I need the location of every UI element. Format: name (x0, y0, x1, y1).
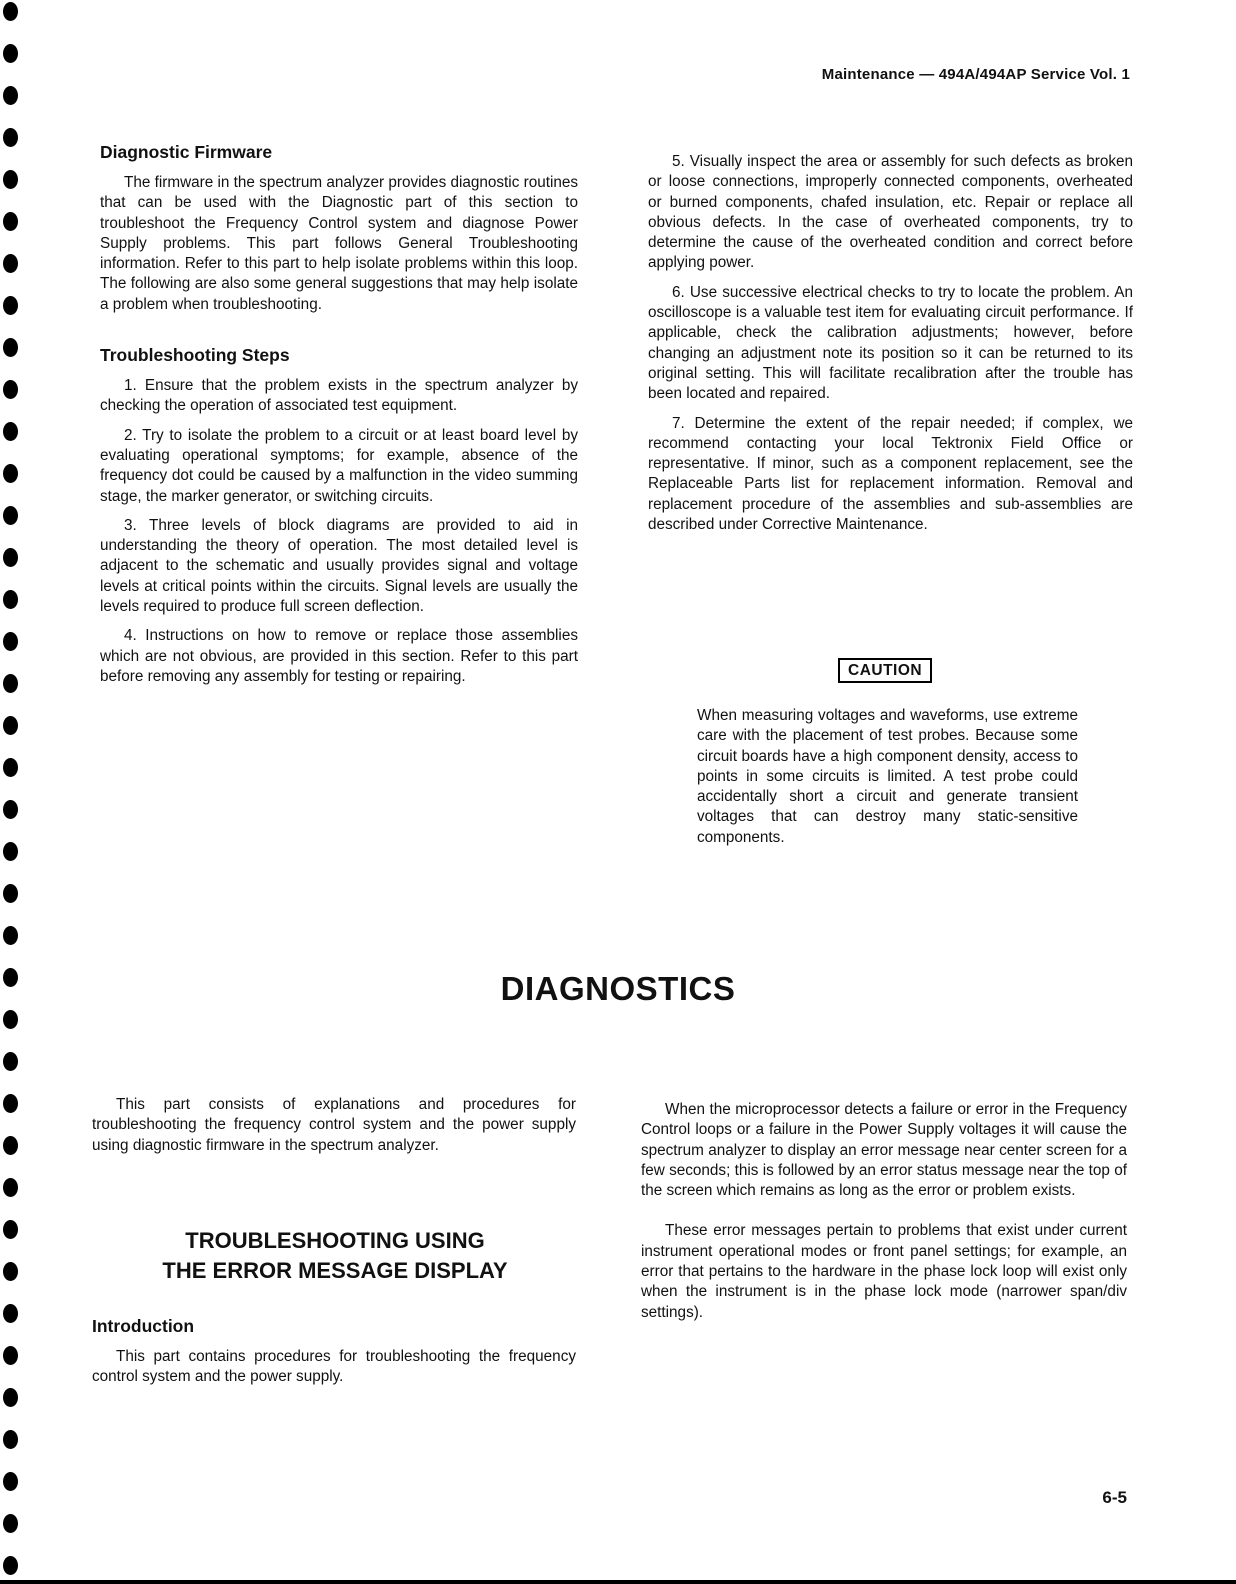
binder-hole (3, 716, 18, 735)
step-3: 3. Three levels of block diagrams are provided to aid in understanding the theory of operation. The most detailed level is adjacent to the schematic and usually provides signal and voltage levels at critical points within the circuits. Signal levels are usually the levels required to produce full screen deflection. (100, 516, 578, 616)
binder-hole (3, 1010, 18, 1029)
binder-hole (3, 1346, 18, 1365)
subtitle-line-1: TROUBLESHOOTING USING (185, 1228, 485, 1253)
page-number: 6-5 (1102, 1488, 1127, 1507)
caution-label: CAUTION (838, 658, 932, 683)
binder-hole (3, 1472, 18, 1491)
binder-hole (3, 422, 18, 441)
diagnostic-firmware-heading: Diagnostic Firmware (100, 142, 273, 162)
diagnostics-title: DIAGNOSTICS (500, 970, 736, 1007)
binder-hole (3, 758, 18, 777)
binder-hole (3, 800, 18, 819)
introduction-heading: Introduction (92, 1316, 195, 1336)
binder-hole (3, 842, 18, 861)
binder-hole (3, 212, 18, 231)
right-column-bottom (641, 1100, 1127, 1332)
binder-hole (3, 1178, 18, 1197)
troubleshooting-steps-heading: Troubleshooting Steps (100, 345, 290, 366)
binder-hole (3, 2, 18, 21)
binder-hole (3, 1136, 18, 1155)
caution-text: When measuring voltages and waveforms, use extreme care with the placement of test probes. Because some circuit boards have a high component density, access to points in some circuits is limited. A test probe could accidentally short a circuit and generate transient voltages that can destroy many static-sensitive components. (697, 707, 1078, 846)
subtitle-line-2: THE ERROR MESSAGE DISPLAY (162, 1258, 508, 1283)
bottom-rule (0, 1580, 1236, 1584)
binder-holes (0, 0, 20, 1584)
error-message-display-title (95, 1226, 575, 1286)
left-column-bottom (92, 1095, 576, 1165)
error-messages-paragraph: These error messages pertain to problems that exist under current instrument operational modes or front panel settings; for example, an error that pertains to the hardware in the phase lock loop will exist only when the instrument is in the phase lock mode (narrower span/div settings). (641, 1222, 1127, 1321)
binder-hole (3, 590, 18, 609)
running-header: Maintenance — 494A/494AP Service Vol. 1 (821, 66, 1130, 83)
binder-hole (3, 1556, 18, 1575)
binder-hole (3, 44, 18, 63)
caution-block (697, 706, 1078, 848)
binder-hole (3, 674, 18, 693)
binder-hole (3, 170, 18, 189)
left-column-top (100, 142, 578, 696)
step-6: 6. Use successive electrical checks to try to locate the problem. An oscilloscope is a valuable test item for evaluating circuit performance. If applicable, check the calibration adjustments; however, before changing an adjustment note its position so it can be returned to its original setting. This will facilitate recalibration after the trouble has been located and repaired. (648, 283, 1133, 403)
binder-hole (3, 380, 18, 399)
binder-hole (3, 884, 18, 903)
microprocessor-paragraph: When the microprocessor detects a failure or error in the Frequency Control loops or a failure in the Power Supply voltages it will cause the spectrum analyzer to display an error message near center screen for a few seconds; this is followed by an error status message near the top of the screen which remains as long as the error or problem exists. (641, 1101, 1127, 1200)
step-1: 1. Ensure that the problem exists in the spectrum analyzer by checking the operation of associated test equipment. (100, 377, 578, 415)
diagnostics-intro-paragraph: This part consists of explanations and procedures for troubleshooting the frequency control system and the power supply using diagnostic firmware in the spectrum analyzer. (92, 1096, 576, 1154)
binder-hole (3, 296, 18, 315)
step-2: 2. Try to isolate the problem to a circuit or at least board level by evaluating operational symptoms; for example, absence of the frequency dot could be caused by a malfunction in the video summing stage, the marker generator, or switching circuits. (100, 426, 578, 505)
diagnostic-firmware-paragraph: The firmware in the spectrum analyzer provides diagnostic routines that can be used with the Diagnostic part of this section to troubleshoot the Frequency Control system and diagnose Power Supply problems. This part follows General Troubleshooting information. Refer to this part to help isolate problems within this loop. The following are also some general suggestions that may help isolate a problem when troubleshooting. (100, 174, 579, 313)
binder-hole (3, 506, 18, 525)
binder-hole (3, 254, 18, 273)
binder-hole (3, 128, 18, 147)
binder-hole (3, 1430, 18, 1449)
step-7: 7. Determine the extent of the repair needed; if complex, we recommend contacting your local Tektronix Field Office or representative. If minor, such as a component replacement, see the Replaceable Parts list for replacement information. Removal and replacement procedure of the assemblies and sub-assemblies are described under Corrective Maintenance. (648, 414, 1133, 534)
binder-hole (3, 548, 18, 567)
binder-hole (3, 86, 18, 105)
binder-hole (3, 1514, 18, 1533)
binder-hole (3, 338, 18, 357)
binder-hole (3, 1094, 18, 1113)
binder-hole (3, 1220, 18, 1239)
right-column-top (648, 152, 1133, 544)
introduction-paragraph: This part contains procedures for troubleshooting the frequency control system and the power supply. (92, 1348, 576, 1386)
binder-hole (3, 926, 18, 945)
binder-hole (3, 464, 18, 483)
binder-hole (3, 1052, 18, 1071)
binder-hole (3, 632, 18, 651)
binder-hole (3, 1304, 18, 1323)
step-5: 5. Visually inspect the area or assembly for such defects as broken or loose connections, improperly connected components, overheated or burned components, chafed insulation, etc. Repair or replace all obvious defects. In the case of overheated components, try to determine the cause of the overheated condition and correct before applying power. (648, 153, 1133, 272)
binder-hole (3, 1388, 18, 1407)
binder-hole (3, 1262, 18, 1281)
step-4: 4. Instructions on how to remove or replace those assemblies which are not obvious, are provided in this section. Refer to this part before removing any assembly for testing or repairing. (100, 627, 578, 685)
introduction-section (92, 1316, 576, 1397)
